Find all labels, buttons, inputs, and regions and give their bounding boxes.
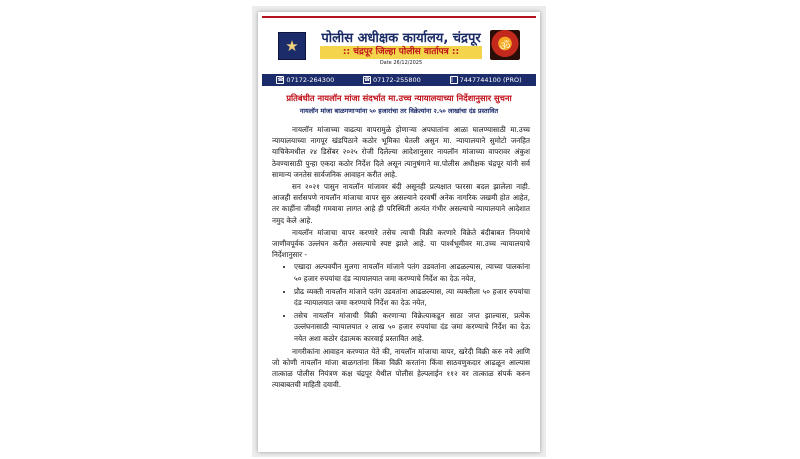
list-item: • तसेच नायलॉन मांजाची विक्री करणाऱ्या विक्रेत्याकडून साठा जप्त झाल्यास, प्रत्येक उल्लंघनासाठी न्यायालयात २ लाख ५० हजार रुपयांचा दंड जमा करण्याचे निर्देश का देऊ नयेत अशा कठोर दंडात्मक कारवाई प्रस्तावित आहे. bbox=[294, 310, 530, 344]
contact-item bbox=[450, 76, 522, 84]
contact-item bbox=[363, 76, 421, 84]
letterhead bbox=[262, 16, 536, 74]
newsletter-banner: :: चंद्रपूर जिल्हा पोलीस वार्तापत्र :: bbox=[320, 46, 482, 59]
issue-date: Date 26/12/2025 bbox=[379, 60, 423, 66]
contact-number: 07172-255800 bbox=[372, 76, 421, 84]
sub-heading: नायलॉन मांजा बाळगणाऱ्यांना ५० हजारांचा तर विक्रेत्यांना २.५० लाखांचा दंड प्रस्तावित bbox=[299, 107, 499, 115]
directives-list bbox=[272, 261, 530, 343]
paragraph: नायलॉन मांजाच्या वाढत्या वापरामुळे होणाऱ्या अपघातांना आळा घालण्यासाठी मा.उच्च न्यायालयाच्या नागपूर खंडपिठाने कठोर भूमिका घेतली असुन मा. न्यायालयाने सुमोटो जनहित याचिकेमधील २४ डिसेंबर २०२५ रोजी दिलेल्या आदेशानुसार नायलॉन मांजाच्या वापरावर अंकुश ठेवण्यासाठी पुन्हा एकदा कठोर निर्देश दिले असून त्यानुषंगाने मा.पोलीस अधीक्षक चंद्रपूर यांनी सर्व सामान्य जनतेस सार्वजनिक आवाहन करीत आहे. bbox=[272, 125, 530, 179]
paragraph: सन २०२१ पासुन नायलॉन मांजावर बंदी असूनही प्रत्यक्षात फारसा बदल झालेला नाही. आजही सर्रासपणे नायलॉन मांजाचा वापर सुरु असल्याने दरवर्षी अनेक नागरिक जखमी होत आहेत, तर काहींना जीवही गमवावा लागत आहे ही परिस्थिती अत्यंत गंभीर असल्याचे न्यायालयाने आदेशात नमुद केले आहे. bbox=[272, 182, 530, 225]
contact-number: 07172-264300 bbox=[286, 76, 335, 84]
closing-paragraph: नागरीकांना आवाहन करण्यात येते की, नायलॉन मांजाचा वापर, खरेदी विक्री करु नये आणि जो कोणी नायलॉन मांजा बाळगतांना किंवा विक्री करतांना किंवा साठवणुकदार आढळून आल्यास तात्काळ पोलीस नियंत्रण कक्ष चंद्रपूर येथील पोलीस हेल्पलाईन ११२ वर तात्काळ संपर्क करुन त्याबाबतची माहिती दयावी. bbox=[272, 346, 530, 390]
phone-icon: ☎ bbox=[363, 77, 371, 83]
mobile-icon: ▯ bbox=[450, 76, 458, 84]
main-heading: प्रतिबंधीत नायलॉन मांजा संदर्भात मा.उच्च न्यायालयाच्या निर्देशानुसार सुचना bbox=[286, 93, 512, 103]
list-item: • एखादा अल्पवयीन मुलगा नायलॉन मांजाने पतंग उडवतांना आढळल्यास, त्याच्या पालकांना ५० हजार रुपयांचा दंड न्यायालयात जमा करण्याचे निर्देश का देऊ नयेत, bbox=[294, 261, 530, 283]
ganesh-image-icon: ॐ bbox=[490, 30, 520, 60]
list-item: • प्रौढ व्यक्ती नायलॉन मांजाने पतंग उडवतांना आढळल्यास, त्या व्यक्तीला ५० हजार रुपयांचा दंड न्यायालयात जमा करण्याचे निर्देश का देऊ नयेत, bbox=[294, 286, 530, 308]
police-star-emblem-icon: ★ bbox=[278, 32, 306, 60]
contact-number: 7447744100 (PRO) bbox=[459, 76, 522, 84]
press-note-page bbox=[258, 12, 540, 452]
phone-icon: ☎ bbox=[277, 77, 284, 83]
paragraph: नायलॉन मांजाचा वापर करणारे तसेच त्याची विक्री करणारे विक्रेते बंदीबाबत नियमांचे जाणीवपूर्वक उल्लंघन करीत असल्याचे स्पष्ट झाले आहे. या पार्श्वभूमीवर मा.उच्च न्यायालयाचे निर्देशानुसार - bbox=[272, 227, 530, 260]
contact-item bbox=[276, 76, 334, 84]
contact-bar bbox=[262, 74, 536, 86]
office-title: पोलीस अधीक्षक कार्यालय, चंद्रपूर bbox=[321, 31, 481, 46]
body-text bbox=[272, 124, 530, 392]
